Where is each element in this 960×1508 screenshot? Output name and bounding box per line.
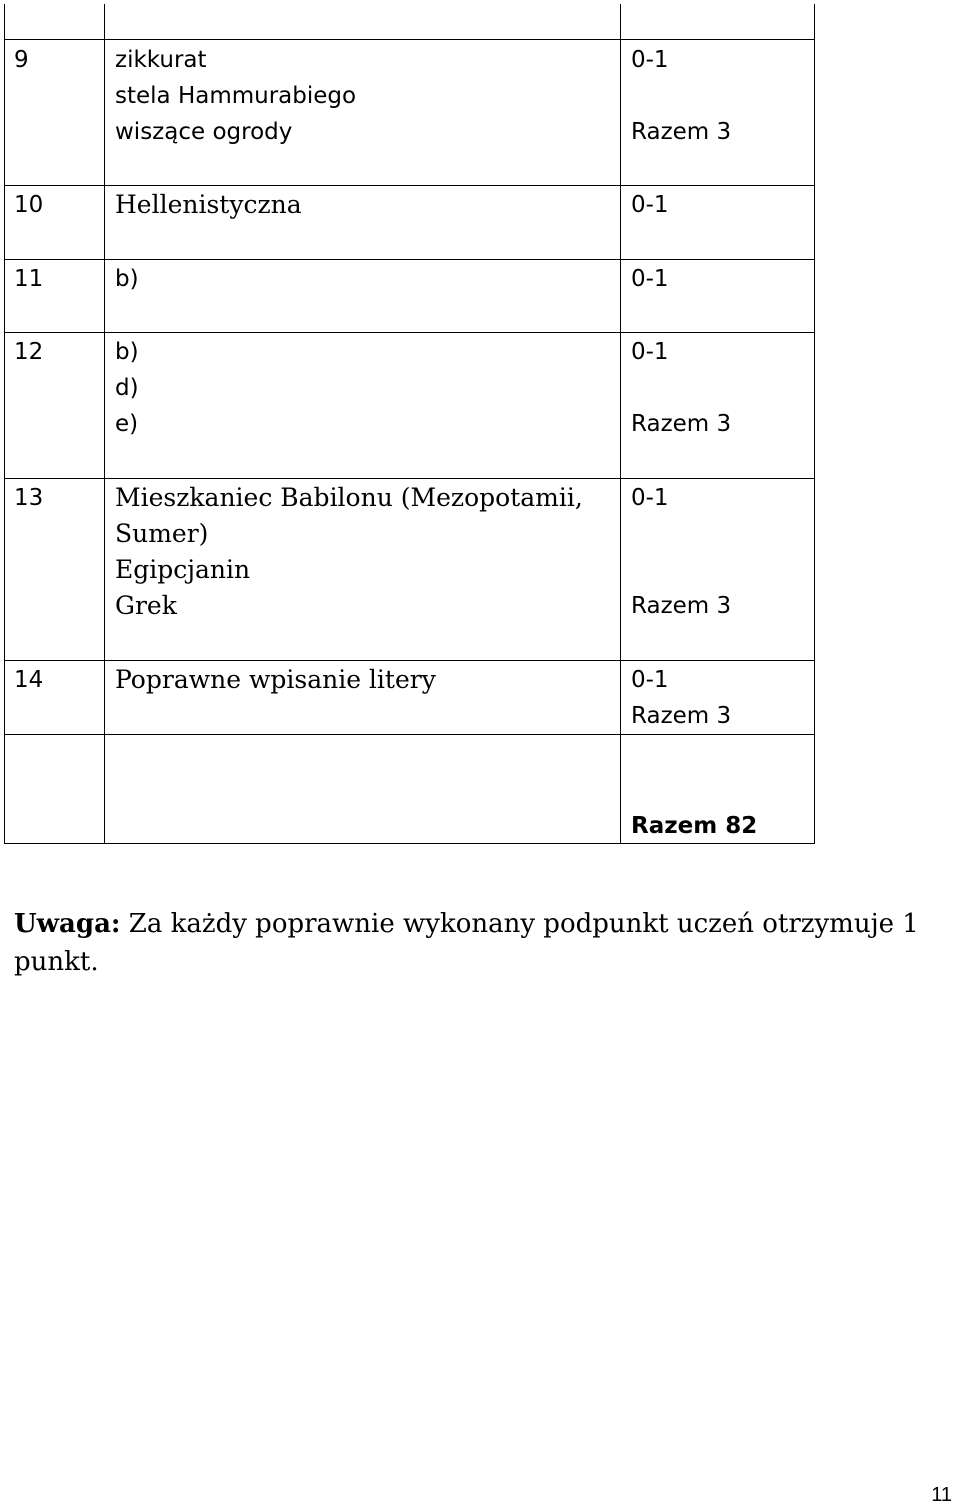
scoring-table (4, 4, 815, 844)
answer-line: Grek (115, 591, 177, 620)
grand-total: Razem 82 (631, 813, 758, 839)
answer-line: b) (115, 339, 139, 365)
row-number: 9 (14, 47, 29, 73)
answer-line: Mieszkaniec Babilonu (Mezopotamii, (115, 483, 583, 512)
table-column-divider (620, 4, 621, 844)
points-total: Razem 3 (631, 703, 732, 729)
points-line: 0-1 (631, 266, 669, 292)
row-points (631, 42, 731, 150)
table-row-divider (4, 734, 815, 735)
row-number: 11 (14, 266, 44, 292)
row-answers (115, 42, 356, 150)
table-row-divider (4, 259, 815, 260)
answer-line: e) (115, 411, 139, 437)
table-border-left (4, 4, 5, 844)
row-points (631, 480, 731, 624)
row-points (631, 334, 731, 442)
note-text: Za każdy poprawnie wykonany podpunkt uczeń otrzymuje 1 punkt. (14, 909, 919, 977)
table-border-right (814, 4, 815, 844)
points-line (631, 78, 731, 114)
row-number: 12 (14, 339, 44, 365)
points-line (631, 370, 731, 406)
table-row-divider (4, 39, 815, 40)
points-line: 0-1 (631, 47, 669, 73)
points-line: 0-1 (631, 192, 669, 218)
table-row-divider (4, 332, 815, 333)
page-number: 11 (931, 1484, 952, 1506)
answer-line: d) (115, 375, 139, 401)
points-total: Razem 3 (631, 119, 732, 145)
answer-line: zikkurat (115, 47, 207, 73)
row-answers (115, 334, 139, 442)
table-row-divider (4, 478, 815, 479)
table-row-divider (4, 185, 815, 186)
answer-line: wiszące ogrody (115, 119, 293, 145)
points-line (631, 552, 731, 588)
row-answers (115, 662, 436, 698)
row-answers (115, 261, 139, 297)
points-total: Razem 3 (631, 593, 732, 619)
table-row-divider (4, 660, 815, 661)
note-label: Uwaga: (14, 909, 121, 939)
points-line: 0-1 (631, 667, 669, 693)
answer-line: Poprawne wpisanie litery (115, 665, 436, 694)
row-number: 13 (14, 485, 44, 511)
answer-line: Sumer) (115, 519, 209, 548)
row-number: 10 (14, 192, 44, 218)
answer-line: b) (115, 266, 139, 292)
answer-line: Egipcjanin (115, 555, 251, 584)
row-points (631, 261, 669, 297)
points-total: Razem 3 (631, 411, 732, 437)
answer-line: Hellenistyczna (115, 190, 302, 219)
row-answers (115, 187, 302, 223)
table-column-divider (104, 4, 105, 844)
row-points (631, 187, 669, 223)
scoring-note (14, 905, 934, 981)
row-number: 14 (14, 667, 44, 693)
row-points (631, 662, 731, 734)
row-answers (115, 480, 583, 624)
points-line: 0-1 (631, 339, 669, 365)
points-line: 0-1 (631, 485, 669, 511)
answer-line: stela Hammurabiego (115, 83, 357, 109)
points-line (631, 516, 731, 552)
